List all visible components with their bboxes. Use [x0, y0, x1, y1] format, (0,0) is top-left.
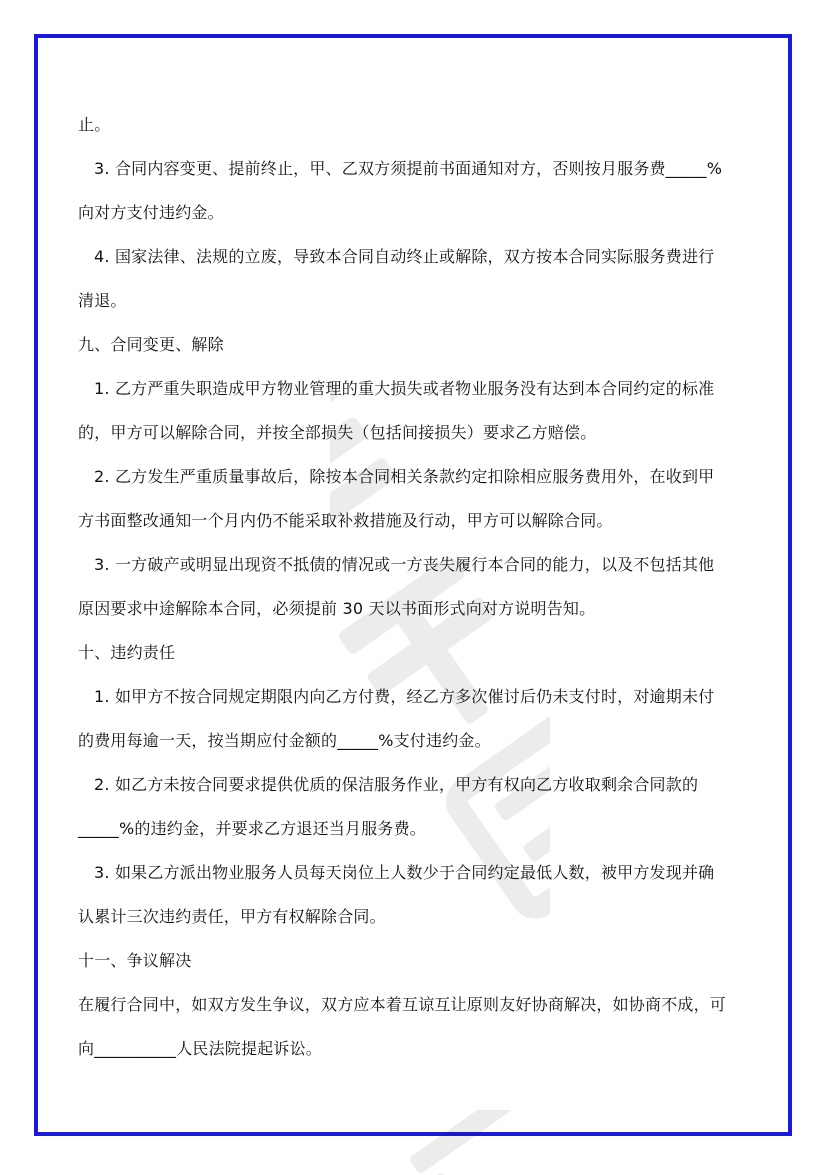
- text-line: 3. 合同内容变更、提前终止，甲、乙双方须提前书面通知对方，否则按月服务费_____%: [94, 159, 723, 178]
- text-line: 的，甲方可以解除合同，并按全部损失（包括间接损失）要求乙方赔偿。: [78, 423, 597, 442]
- text-line: 清退。: [78, 291, 127, 310]
- text-line: 止。: [78, 115, 111, 134]
- text-line: 向对方支付违约金。: [78, 203, 224, 222]
- text-line: 方书面整改通知一个月内仍不能采取补救措施及行动，甲方可以解除合同。: [78, 511, 613, 530]
- text-line: 在履行合同中，如双方发生争议，双方应本着互谅互让原则友好协商解决，如协商不成，可: [78, 995, 727, 1014]
- text-line: 2. 如乙方未按合同要求提供优质的保洁服务作业，甲方有权向乙方收取剩余合同款的: [94, 775, 699, 794]
- section-heading: 九、合同变更、解除: [78, 335, 224, 354]
- section-heading: 十、违约责任: [78, 643, 176, 662]
- text-line: 3. 一方破产或明显出现资不抵债的情况或一方丧失履行本合同的能力，以及不包括其他: [94, 555, 715, 574]
- text-line: 1. 如甲方不按合同规定期限内向乙方付费，经乙方多次催讨后仍未支付时，对逾期未付: [94, 687, 715, 706]
- text-line: 原因要求中途解除本合同，必须提前 30 天以书面形式向对方说明告知。: [78, 599, 596, 618]
- text-line: 1. 乙方严重失职造成甲方物业管理的重大损失或者物业服务没有达到本合同约定的标准: [94, 379, 715, 398]
- document-body: [78, 103, 758, 1071]
- text-line: 3. 如果乙方派出物业服务人员每天岗位上人数少于合同约定最低人数，被甲方发现并确: [94, 863, 715, 882]
- text-line: 2. 乙方发生严重质量事故后，除按本合同相关条款约定扣除相应服务费用外，在收到甲: [94, 467, 715, 486]
- text-line: 认累计三次违约责任，甲方有权解除合同。: [78, 907, 386, 926]
- text-line: 向__________人民法院提起诉讼。: [78, 1039, 323, 1058]
- text-line: 的费用每逾一天，按当期应付金额的_____%支付违约金。: [78, 731, 491, 750]
- text-line: 4. 国家法律、法规的立废，导致本合同自动终止或解除，双方按本合同实际服务费进行: [94, 247, 715, 266]
- section-heading: 十一、争议解决: [78, 951, 192, 970]
- text-line: _____%的违约金，并要求乙方退还当月服务费。: [78, 819, 427, 838]
